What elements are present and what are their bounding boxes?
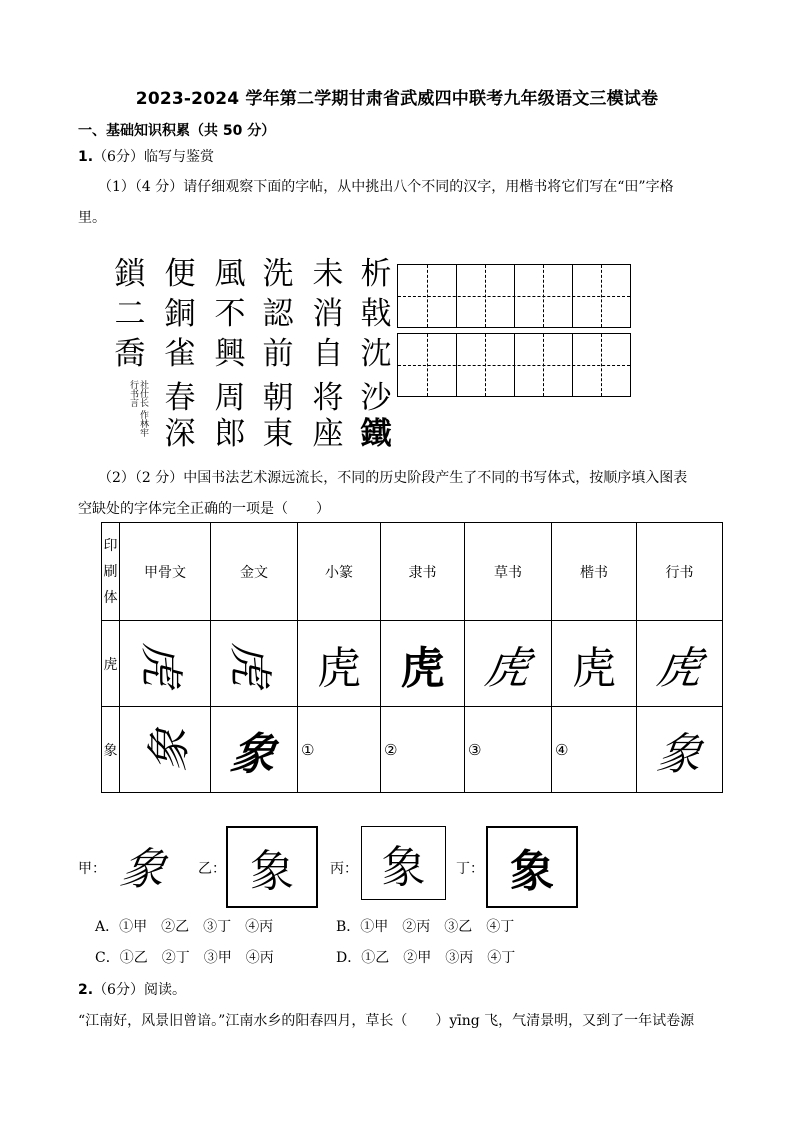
copybook-char: 鎖 — [114, 256, 146, 292]
copybook-char: 春 — [164, 380, 196, 416]
xiang-jiaguwen: 象 — [120, 707, 211, 793]
copybook-char: 郎 — [214, 416, 246, 452]
choice-yi-glyph: 象 — [226, 826, 318, 908]
option-d[interactable]: D．①乙 ②甲 ③丙 ④丁 — [336, 950, 516, 966]
table-corner-label: 印刷体 — [102, 523, 120, 621]
choice-bing-glyph: 象 — [361, 826, 446, 900]
copybook-char: 自 — [312, 336, 344, 372]
page-title: 2023-2024 学年第二学期甘肃省武威四中联考九年级语文三模试卷 — [135, 89, 659, 109]
copybook-sample — [110, 248, 392, 452]
row-label-hu: 虎 — [102, 621, 120, 707]
option-a[interactable]: A．①甲 ②乙 ③丁 ④丙 — [95, 919, 274, 935]
blank-2[interactable]: ② — [381, 707, 465, 793]
table-row-hu — [102, 621, 723, 707]
sub-question-2-line2: 空缺处的字体完全正确的一项是（ ） — [78, 501, 330, 517]
copybook-char: 認 — [262, 296, 294, 332]
blank-1[interactable]: ① — [298, 707, 381, 793]
xiang-xingshu: 象 — [637, 707, 723, 793]
xiang-jinwen: 象 — [211, 707, 298, 793]
copybook-char: 東 — [262, 416, 294, 452]
header-xingshu: 行书 — [637, 523, 723, 621]
question-number: 1. — [78, 149, 94, 165]
header-jiaguwen: 甲骨文 — [120, 523, 211, 621]
sub-question-1-line1: （1）（4 分）请仔细观察下面的字帖，从中挑出八个不同的汉字，用楷书将它们写在“田”字格 — [98, 179, 674, 195]
copybook-char: 沈 — [360, 336, 392, 372]
row-label-xiang: 象 — [102, 707, 120, 793]
copybook-char: 深 — [164, 416, 196, 452]
hu-kaishu: 虎 — [552, 621, 637, 707]
copybook-char: 沙 — [360, 380, 392, 416]
calligrapher-signature: 社仕长 作林牢 行书言 — [128, 380, 148, 437]
copybook-char: 喬 — [114, 336, 146, 372]
copybook-char: 戟 — [360, 296, 392, 332]
section-heading: 一、基础知识积累（共 50 分） — [78, 123, 276, 139]
choice-ding-glyph: 象 — [486, 826, 578, 908]
copybook-char: 風 — [214, 256, 246, 292]
copybook-char: 洗 — [262, 256, 294, 292]
script-evolution-table — [101, 522, 723, 793]
copybook-char: 朝 — [262, 380, 294, 416]
hu-lishu: 虎 — [381, 621, 465, 707]
sub-question-2-line1: （2）（2 分）中国书法艺术源远流长，不同的历史阶段产生了不同的书写体式，按顺序填入图表 — [98, 470, 688, 486]
option-b[interactable]: B．①甲 ②丙 ③乙 ④丁 — [336, 919, 515, 935]
copybook-char: 座 — [312, 416, 344, 452]
tian-grid-row-1[interactable] — [397, 264, 631, 328]
copybook-char: 便 — [164, 256, 196, 292]
copybook-char: 鐵 — [360, 416, 392, 452]
choice-yi-label: 乙： — [198, 861, 226, 877]
copybook-char: 雀 — [164, 336, 196, 372]
header-lishu: 隶书 — [381, 523, 465, 621]
header-kaishu: 楷书 — [552, 523, 637, 621]
table-row-xiang — [102, 707, 723, 793]
copybook-char: 二 — [114, 296, 146, 332]
blank-3[interactable]: ③ — [465, 707, 552, 793]
tian-grid-row-2[interactable] — [397, 333, 631, 397]
header-jinwen: 金文 — [211, 523, 298, 621]
copybook-char: 前 — [262, 336, 294, 372]
choice-jia-label: 甲： — [78, 861, 106, 877]
question-info: （6分）临写与鉴赏 — [93, 149, 214, 165]
copybook-char: 不 — [214, 296, 246, 332]
hu-xingshu: 虎 — [637, 621, 723, 707]
header-caoshu: 草书 — [465, 523, 552, 621]
sub-question-1-line2: 里。 — [78, 210, 106, 226]
tian-dashed-horizontal — [398, 296, 630, 297]
choice-ding-label: 丁： — [456, 861, 484, 877]
copybook-char: 析 — [360, 256, 392, 292]
table-header-row — [102, 523, 723, 621]
copybook-char: 銅 — [164, 296, 196, 332]
choice-bing-label: 丙： — [330, 861, 358, 877]
question-number: 2. — [78, 982, 94, 998]
question-1-heading — [78, 146, 214, 166]
copybook-char: 将 — [312, 380, 344, 416]
hu-jinwen: 虎 — [211, 621, 298, 707]
copybook-char: 興 — [214, 336, 246, 372]
hu-caoshu: 虎 — [465, 621, 552, 707]
hu-xiaozhuan: 虎 — [298, 621, 381, 707]
question-2-passage: “江南好，风景旧曾谙。”江南水乡的阳春四月，草长（ ）yīng 飞，气清景明，又到了一年试卷源 — [78, 1013, 695, 1029]
question-info: （6分）阅读。 — [93, 982, 186, 998]
copybook-char: 周 — [214, 380, 246, 416]
copybook-char: 消 — [312, 296, 344, 332]
question-2-heading — [78, 979, 186, 999]
copybook-char: 未 — [312, 256, 344, 292]
choice-jia-glyph: 象 — [116, 844, 170, 895]
tian-dashed-horizontal — [398, 365, 630, 366]
blank-4[interactable]: ④ — [552, 707, 637, 793]
header-xiaozhuan: 小篆 — [298, 523, 381, 621]
hu-jiaguwen: 虎 — [120, 621, 211, 707]
option-c[interactable]: C．①乙 ②丁 ③甲 ④丙 — [95, 950, 274, 966]
